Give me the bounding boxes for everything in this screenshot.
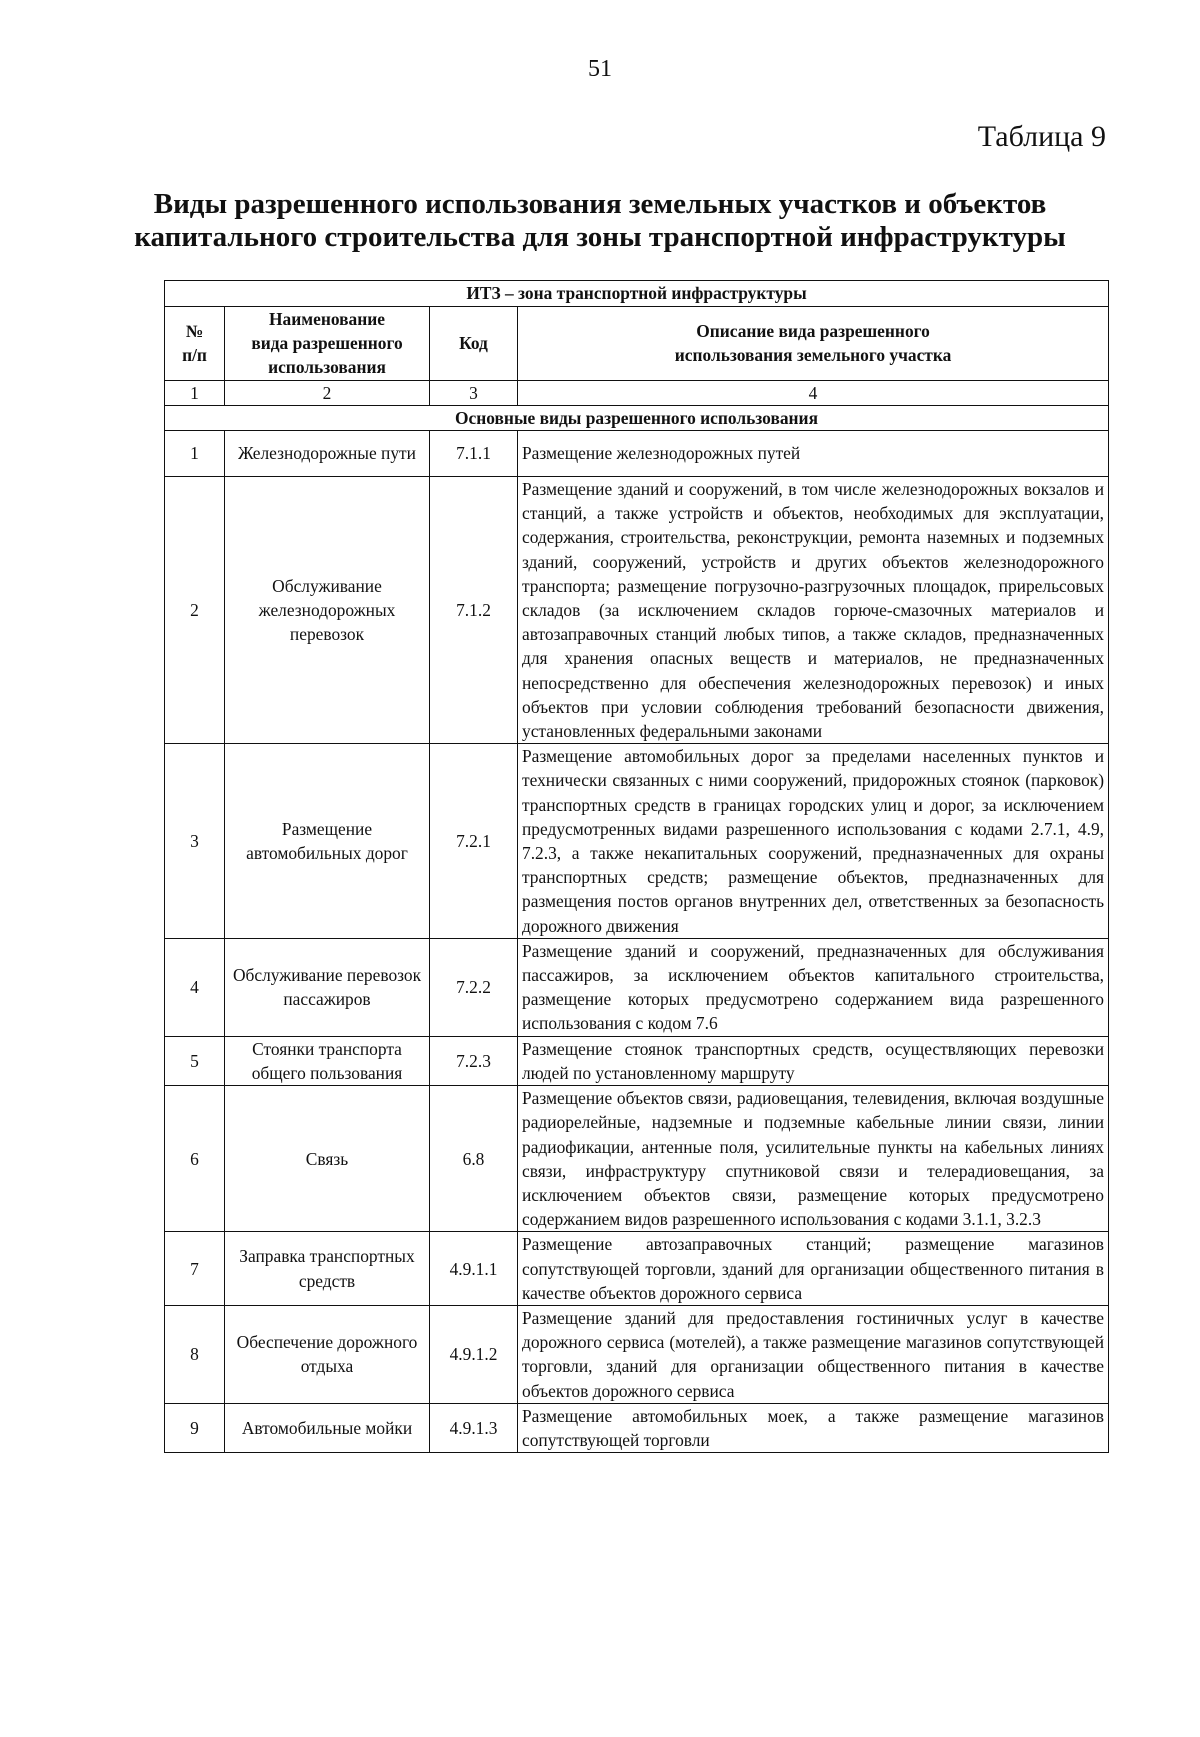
row-number: 2 (165, 477, 225, 744)
row-description: Размещение автомобильных моек, а также размещение магазинов сопутствующей торговли (518, 1403, 1109, 1452)
row-code: 4.9.1.2 (430, 1305, 518, 1403)
section-row (165, 405, 1109, 430)
table-row (165, 1086, 1109, 1232)
row-code: 7.1.1 (430, 431, 518, 477)
page-number: 51 (588, 56, 612, 82)
row-name: Стоянки транспорта общего пользования (225, 1036, 430, 1085)
zone-header: ИТЗ – зона транспортной инфраструктуры (165, 281, 1109, 307)
row-number: 1 (165, 431, 225, 477)
header-desc-line-2: использования земельного участка (674, 345, 952, 366)
row-code: 6.8 (430, 1086, 518, 1232)
row-description: Размещение стоянок транспортных средств, осуществляющих перевозки людей по установленному маршруту (518, 1036, 1109, 1085)
row-name: Обслуживание железнодорожных перевозок (225, 477, 430, 744)
table-row (165, 431, 1109, 477)
row-description: Размещение зданий и сооружений, в том числе железнодорожных вокзалов и станций, а также устройств и объектов, необходимых для эксплуатации, содержания, строительства, реконструкции, ремонта наземных и подземных зданий, сооружений, устройств и других объектов железнодорожного транспорта; размещение погрузочно-разгрузочных площадок, прирельсовых складов (за исключением складов горюче-смазочных материалов и автозаправочных станций любых типов, а также складов, предназначенных для хранения опасных веществ и материалов, не предназначенных непосредственно для обеспечения железнодорожных перевозок) и иных объектов при условии соблюдения требований безопасности движения, установленных федеральными законами (518, 477, 1109, 744)
header-desc (518, 307, 1109, 381)
row-number: 8 (165, 1305, 225, 1403)
column-number: 2 (225, 380, 430, 405)
header-name-line-3: использования (268, 357, 386, 378)
table-label: Таблица 9 (977, 120, 1106, 153)
row-number: 3 (165, 744, 225, 939)
document-title (0, 188, 1200, 254)
table-row (165, 1036, 1109, 1085)
row-name: Заправка транспортных средств (225, 1232, 430, 1306)
header-num (165, 307, 225, 381)
header-code: Код (430, 307, 518, 381)
row-code: 7.2.1 (430, 744, 518, 939)
row-number: 4 (165, 938, 225, 1036)
column-number: 4 (518, 380, 1109, 405)
header-desc-line-1: Описание вида разрешенного (696, 321, 930, 342)
land-use-table (164, 280, 1109, 1453)
row-name: Размещение автомобильных дорог (225, 744, 430, 939)
row-code: 7.1.2 (430, 477, 518, 744)
column-number: 3 (430, 380, 518, 405)
table-row (165, 1403, 1109, 1452)
table-row (165, 1232, 1109, 1306)
header-name-line-1: Наименование (269, 309, 385, 329)
row-number: 9 (165, 1403, 225, 1452)
row-code: 4.9.1.3 (430, 1403, 518, 1452)
row-name: Обслуживание перевозок пассажиров (225, 938, 430, 1036)
row-name: Железнодорожные пути (225, 431, 430, 477)
row-name: Обеспечение дорожного отдыха (225, 1305, 430, 1403)
row-number: 5 (165, 1036, 225, 1085)
row-description: Размещение автозаправочных станций; размещение магазинов сопутствующей торговли, зданий для организации общественного питания в качестве объектов дорожного сервиса (518, 1232, 1109, 1306)
zone-header-row (165, 281, 1109, 307)
table-row (165, 1305, 1109, 1403)
column-header-row (165, 307, 1109, 381)
title-line-1: Виды разрешенного использования земельных участков и объектов (153, 188, 1047, 220)
title-line-2: капитального строительства для зоны транспортной инфраструктуры (134, 221, 1066, 253)
row-description: Размещение объектов связи, радиовещания, телевидения, включая воздушные радиорелейные, надземные и подземные кабельные линии связи, линии радиофикации, антенные поля, усилительные пункты на кабельных линиях связи, инфраструктуру спутниковой связи и телерадиовещания, за исключением объектов связи, размещение которых предусмотрено содержанием видов разрешенного использования с кодами 3.1.1, 3.2.3 (518, 1086, 1109, 1232)
row-name: Автомобильные мойки (225, 1403, 430, 1452)
row-code: 7.2.2 (430, 938, 518, 1036)
row-number: 7 (165, 1232, 225, 1306)
header-num-line-2: п/п (182, 345, 207, 366)
column-number-row (165, 380, 1109, 405)
row-description: Размещение зданий и сооружений, предназначенных для обслуживания пассажиров, за исключением объектов капитального строительства, размещение которых предусмотрено содержанием вида разрешенного использования с кодом 7.6 (518, 938, 1109, 1036)
row-number: 6 (165, 1086, 225, 1232)
row-description: Размещение автомобильных дорог за пределами населенных пунктов и технически связанных с ними сооружений, придорожных стоянок (парковок) транспортных средств в границах городских улиц и дорог, за исключением предусмотренных видами разрешенного использования с кодами 2.7.1, 4.9, 7.2.3, а также некапитальных сооружений, предназначенных для охраны транспортных средств; размещение объектов, предназначенных для размещения постов органов внутренних дел, ответственных за безопасность дорожного движения (518, 744, 1109, 939)
section-header: Основные виды разрешенного использования (165, 405, 1109, 430)
row-description: Размещение железнодорожных путей (518, 431, 1109, 477)
table-row (165, 938, 1109, 1036)
header-num-line-1: № (185, 321, 204, 342)
column-number: 1 (165, 380, 225, 405)
row-code: 4.9.1.1 (430, 1232, 518, 1306)
row-code: 7.2.3 (430, 1036, 518, 1085)
table-row (165, 477, 1109, 744)
table-row (165, 744, 1109, 939)
row-description: Размещение зданий для предоставления гостиничных услуг в качестве дорожного сервиса (мотелей), а также размещение магазинов сопутствующей торговли, зданий для организации общественного питания в качестве объектов дорожного сервиса (518, 1305, 1109, 1403)
header-name-line-2: вида разрешенного (251, 333, 403, 354)
row-name: Связь (225, 1086, 430, 1232)
header-name (225, 307, 430, 381)
